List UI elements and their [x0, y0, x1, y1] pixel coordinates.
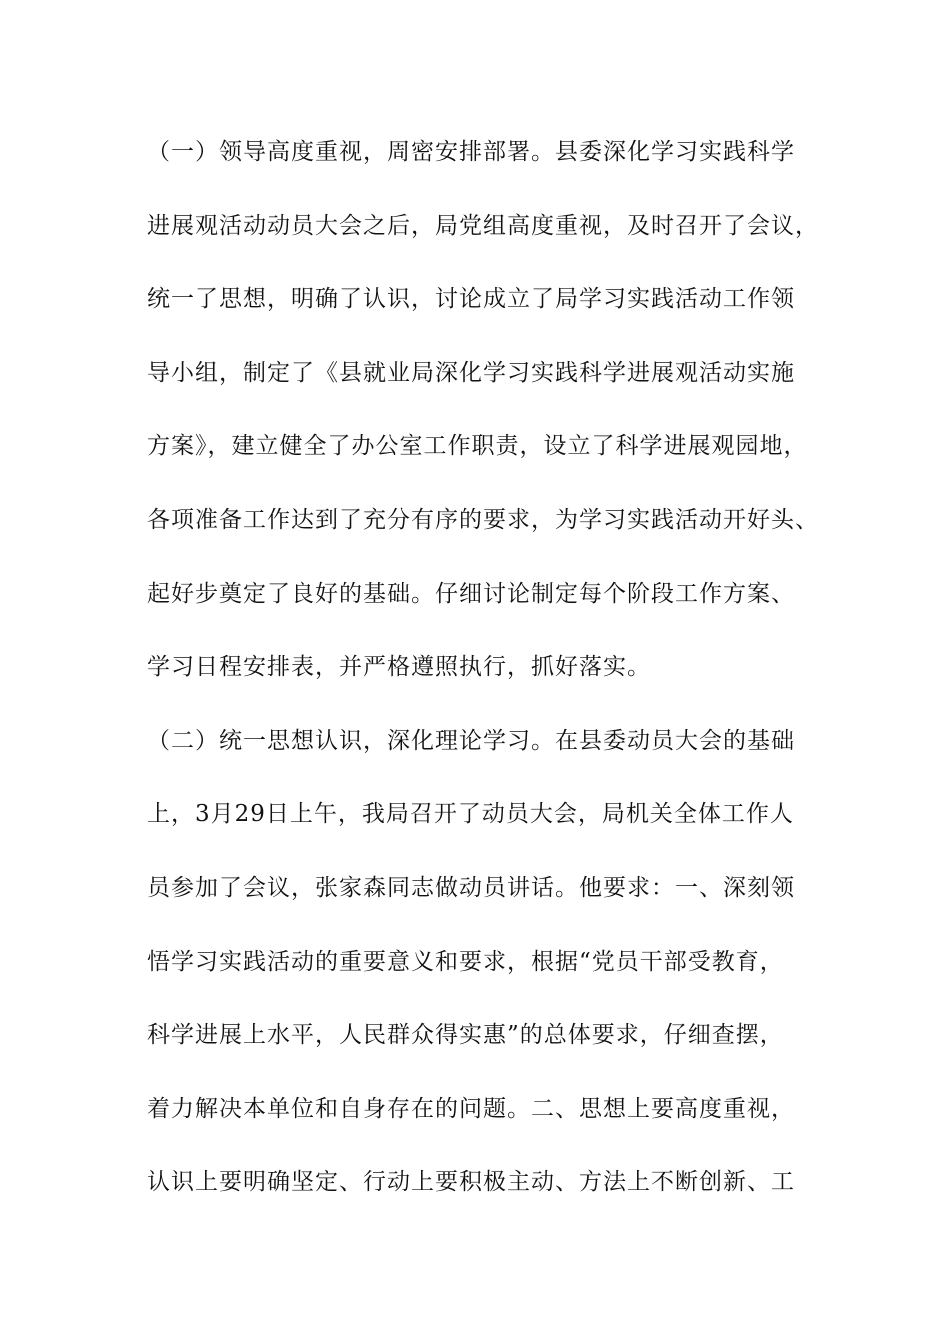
text-line: （二）统一思想认识，深化理论学习。在县委动员大会的基础 — [147, 727, 795, 754]
text-line: （一）领导高度重视，周密安排部署。县委深化学习实践科学 — [147, 139, 795, 165]
text-line: 科学进展上水平，人民群众得实惠”的总体要求，仔细查摆， — [147, 1022, 784, 1049]
text-line: 认识上要明确坚定、行动上要积极主动、方法上不断创新、工 — [147, 1169, 795, 1196]
text-line: 方案》，建立健全了办公室工作职责，设立了科学进展观园地， — [147, 433, 808, 460]
text-line: 各项准备工作达到了充分有序的要求，为学习实践活动开好头、 — [147, 506, 819, 533]
text-line: 进展观活动动员大会之后，局党组高度重视，及时召开了会议， — [147, 212, 819, 239]
text-line: 导小组，制定了《县就业局深化学习实践科学进展观活动实施 — [147, 359, 795, 386]
text-line: 上，3月29日上午，我局召开了动员大会，局机关全体工作人 — [147, 801, 794, 828]
text-line: 悟学习实践活动的重要意义和要求，根据“党员干部受教育， — [147, 948, 784, 975]
text-line: 着力解决本单位和自身存在的问题。二、思想上要高度重视， — [147, 1095, 795, 1122]
text-line: 员参加了会议，张家森同志做动员讲话。他要求：一、深刻领 — [147, 874, 795, 901]
text-line: 起好步奠定了良好的基础。仔细讨论制定每个阶段工作方案、 — [147, 580, 795, 607]
text-line: 学习日程安排表，并严格遵照执行，抓好落实。 — [147, 654, 651, 681]
body-text — [147, 122, 837, 1226]
text-line: 统一了思想，明确了认识，讨论成立了局学习实践活动工作领 — [147, 286, 795, 313]
